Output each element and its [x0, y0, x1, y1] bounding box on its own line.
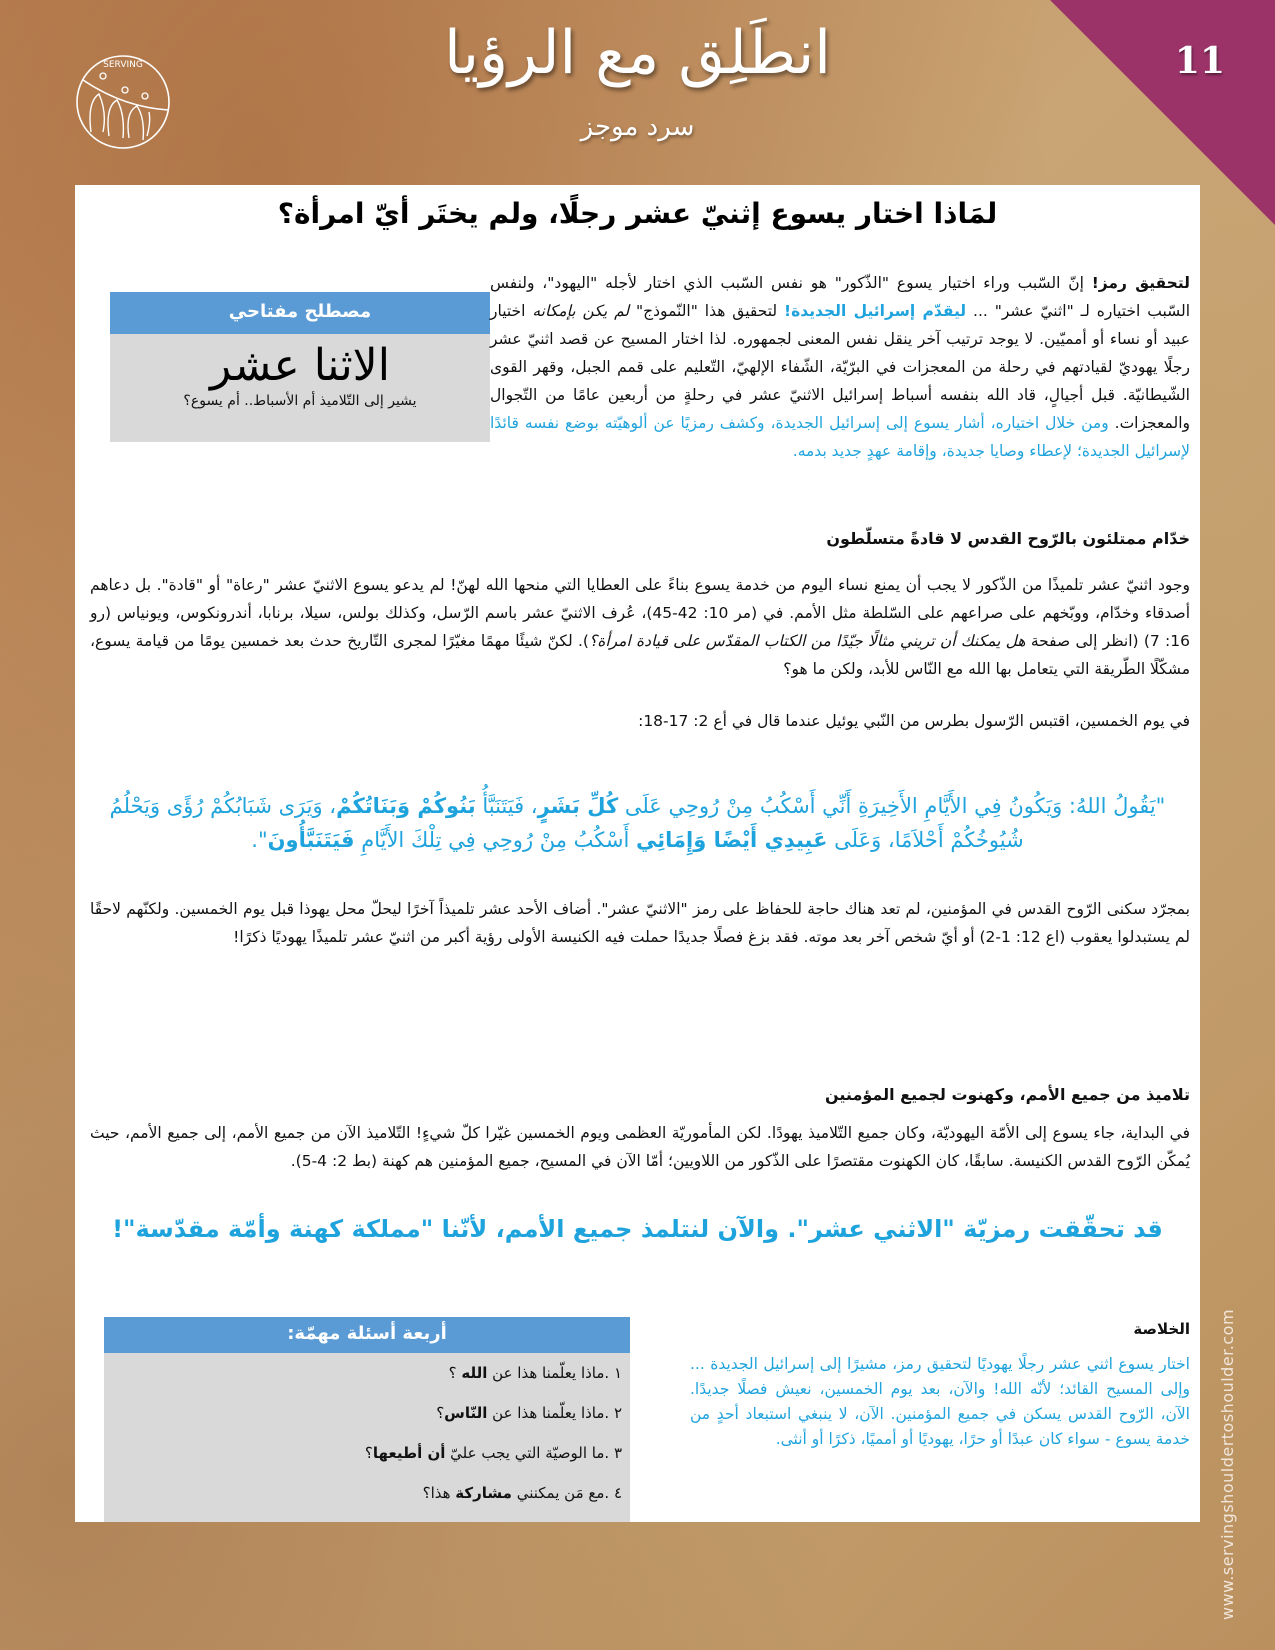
intro-italic: لم يكن بإمكانه [532, 302, 630, 320]
question-emphasis: مشاركة [455, 1484, 512, 1502]
question-text: ١ .ماذا يعلّمنا هذا عن [487, 1364, 622, 1382]
content-panel [75, 185, 1200, 1522]
question-text: ؟ [364, 1444, 373, 1462]
quote-emphasis: فَيَتَنَبَّأُونَ [267, 828, 355, 852]
joel-quote [90, 789, 1185, 857]
question-text: ٢ .ماذا يعلّمنا هذا عن [487, 1404, 622, 1422]
header-subtitle: سرد موجز [580, 112, 695, 142]
question-text: ٤ .مع مَن يمكنني [511, 1484, 622, 1502]
question-item [104, 1353, 622, 1393]
logo-text: SERVING [103, 60, 143, 70]
questions-box [104, 1317, 630, 1522]
quote-part: "يَقُولُ اللهُ: وَيَكُونُ فِي الأَيَّامِ الأَخِيرَةِ أَنِّي أَسْكُبُ مِنْ رُوحِي عَلَى [618, 794, 1166, 818]
key-term-box [110, 292, 490, 442]
intro-text-3: اختيار عبيد أو نساء أو أمميّين. لا يوجد ترتيب آخر ينقل نفس المعنى لجمهوره. لذا اختار المسيح عن قصد اثنيّ عشر رجلًا يهوديّ لقيادتهم في رحلة من المعجزات في البرّيّة، الشّفاء الإلهيّ، التّعليم على قمم الجبل، وقهر القوى الشّيطانيّة. قبل أجيالٍ، قاد الله بنفسه أسباط إسرائيل الاثنيّ عشر في رحلةٍ من أربعين عامًا من التّجوال والمعجزات. [490, 302, 1191, 432]
intro-lead: لتحقيق رمز! [1091, 274, 1190, 292]
quote-part: ". [251, 828, 268, 852]
quote-emphasis: كُلِّ بَشَرٍ [537, 794, 619, 818]
question-emphasis: الله [461, 1364, 488, 1382]
questions-heading: أربعة أسئلة مهمّة: [104, 1317, 630, 1353]
question-item [104, 1433, 622, 1473]
page-number: 11 [1174, 40, 1225, 82]
article-title: لمَاذا اختار يسوع إثنيّ عشر رجلًا، ولم يختَر أيّ امرأة؟ [277, 197, 998, 230]
section-1-text-1: وجود اثنيّ عشر تلميذًا من الذّكور لا يجب أن يمنع نساء اليوم من خدمة يسوع بناءً على العطايا التي منحها الله لهنّ! لم يدعو يسوع الاثنيّ عشر "رعاة" أو "قادة". بل دعاهم أصدقاء وخدّام، ووبّخهم على صراعهم على السّلطة مثل الأمم. في (مر 10: 42-45)، عُرف الاثنيّ عشر باسم الرّسل، وكذلك بولس، سيلا، برنابا، أندرونكوس، ويونياس (رو 16: 7) (انظر إلى صفحة [90, 576, 1191, 650]
section-heading-servants: خدّام ممتلئون بالرّوح القدس لا قادةً متسلّطون [826, 529, 1190, 548]
intro-blue-text: ومن خلال اختياره، أشار يسوع إلى إسرائيل الجديدة، وكشف رمزيًا عن ألوهيّته بوضع نفسه قائدًا لإسرائيل الجديدة؛ لإعطاء وصايا جديدة، وإقامة عهدٍ جديد بدمه. [490, 414, 1190, 460]
website-url[interactable]: www.servingshouldertoshoulder.com [1218, 1308, 1237, 1620]
intro-highlight: ليقدّم إسرائيل الجديدة! [784, 302, 967, 320]
section-heading-disciples: تلاميذ من جميع الأمم، وكهنوت لجميع المؤمنين [824, 1085, 1190, 1104]
question-text: هذا؟ [422, 1484, 456, 1502]
quote-part: ، وَيَرَى شَبَابُكُمْ رُؤًى وَيَحْلُمُ شُيُوخُكُمْ أَحْلاَمًا، وَعَلَى [109, 794, 1024, 852]
header-title: انطَلِق مع الرؤيا [444, 18, 831, 88]
key-term-value: الاثنا عشر [209, 340, 391, 391]
intro-text-1: إنّ السّبب وراء اختيار يسوع "الذّكور" هو نفس السّبب الذي اختار لأجله "اليهود"، ولنفس السّبب اختياره لـ "اثنيّ عشر" ... [490, 274, 1191, 320]
quote-emphasis: عَبِيدِي أَيْضًا وَإِمَائِي [636, 828, 828, 852]
question-emphasis: أن أطيعها [372, 1444, 446, 1462]
quote-part: ، فَيَتَنَبَّأُ [475, 794, 538, 818]
key-term-heading: مصطلح مفتاحي [110, 292, 490, 334]
question-item [104, 1393, 622, 1433]
section-2-paragraph: بمجرّد سكنى الرّوح القدس في المؤمنين، لم تعد هناك حاجة للحفاظ على رمز "الاثنيّ عشر". أضاف الأحد عشر تلميذاً آخرًا ليحلّ محل يهوذا قبل يوم الخمسين. ولكنّهم لاحقًا لم يستبدلوا يعقوب (اع 12: 1-2) أو أيّ شخص آخر بعد موته. فقد بزغ فصلًا جديدًا حملت فيه الكنيسة الأولى رؤية أكبر من اثنيّ عشر تلميذًا يهوديًا ذكرًا! [90, 900, 1190, 946]
question-text: ؟ [448, 1364, 462, 1382]
summary-heading: الخلاصة [1133, 1320, 1190, 1338]
quote-emphasis: بَنُوكُمْ وَبَنَاتُكُمْ [336, 794, 476, 818]
intro-paragraph-top [490, 269, 1190, 465]
question-emphasis: النّاس [444, 1404, 488, 1422]
section-1-paragraph [90, 571, 1190, 683]
question-text: ٣ .ما الوصيّة التي يجب عليّ [445, 1444, 622, 1462]
section-1-italic-link[interactable]: هل يمكنك أن تريني مثالًا جيّدًا من الكتاب المقدّس على قيادة امرأة؟ [588, 632, 1026, 650]
key-term-note: يشير إلى التّلاميذ أم الأسباط.. أم يسوع؟ [183, 393, 417, 409]
question-text: ؟ [436, 1404, 445, 1422]
highlight-banner: قد تحقّقت رمزيّة "الاثني عشر". والآن لنتلمذ جميع الأمم، لأنّنا "مملكة كهنة وأمّة مقدّسة"! [112, 1215, 1163, 1243]
question-item [104, 1473, 622, 1513]
intro-text-2: لتحقيق هذا "النّموذج" [629, 302, 785, 320]
pentecost-intro: في يوم الخمسين، اقتبس الرّسول بطرس من النّبي يوئيل عندما قال في أع 2: 17-18: [638, 712, 1190, 730]
quote-part: أَسْكُبُ مِنْ رُوحِي فِي تِلْكَ الأَيَّامِ [354, 828, 637, 852]
summary-text: اختار يسوع اثني عشر رجلًا يهوديًا لتحقيق رمز، مشيرًا إلى إسرائيل الجديدة ... وإلى المسيح القائد؛ لأنّه الله! والآن، بعد يوم الخمسين، نعيش فصلًا جديدًا. الآن، الرّوح القدس يسكن في جميع المؤمنين. الآن، لا ينبغي استبعاد أحدٍ من خدمة يسوع - سواء كان عبدًا أو حرًا، يهوديًا أو أمميًا، ذكرًا أو أنثى. [690, 1355, 1190, 1448]
section-1-text-2: ). لكنّ شيئًا مهمًا مغيّرًا لمجرى التّاريخ حدث بعد خمسين يومًا من قيامة يسوع، مشكّلًا الطّريقة التي يتعامل بها الله مع النّاس للأبد، ولكن ما هو؟ [90, 632, 1190, 678]
section-3-paragraph: في البداية، جاء يسوع إلى الأمّة اليهوديّة، وكان جميع التّلاميذ يهودًا. لكن المأموريّة العظمى ويوم الخمسين غيّرا كلّ شيءٍ! التّلاميذ الآن من جميع الأمم، إلى جميع الأمم، حيث يُمكّن الرّوح القدس الكنيسة. سابقًا، كان الكهنوت مقتصرًا على الذّكور من اللاويين؛ أمّا الآن في المسيح، جميع المؤمنين هم كهنة (بط 2: 4-5). [90, 1124, 1190, 1170]
